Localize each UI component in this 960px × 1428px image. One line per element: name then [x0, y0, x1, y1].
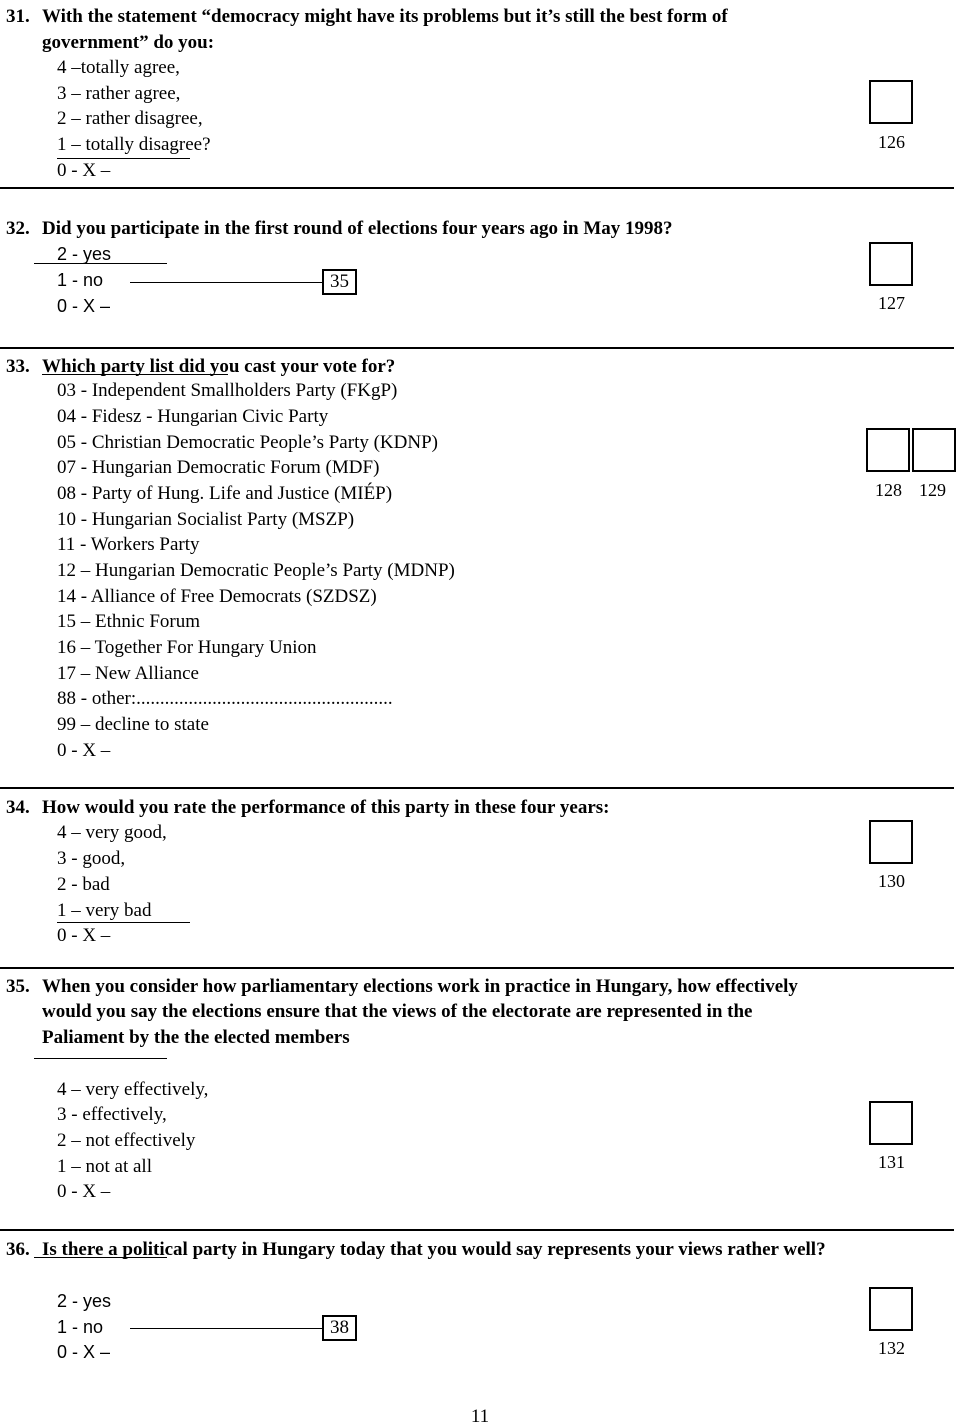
option-2: 2 - yes [57, 1291, 112, 1311]
option-0: 0 - X – [57, 740, 111, 761]
question-number: 33. [6, 356, 30, 377]
answer-box[interactable] [869, 242, 913, 286]
option-12: 12 – Hungarian Democratic People’s Party (MDNP) [57, 560, 455, 581]
title-underline [34, 1058, 167, 1059]
column-code-2: 129 [919, 480, 946, 500]
column-code: 127 [878, 293, 905, 313]
option-4: 4 –totally agree, [57, 57, 180, 78]
question-text-line-1: When you consider how parliamentary elections work in practice in Hungary, how effectively [42, 976, 798, 997]
question-text-line-2: would you say the elections ensure that the views of the electorate are represented in the [42, 1001, 753, 1022]
option-1: 1 - no [57, 270, 104, 290]
column-code: 131 [878, 1152, 905, 1172]
option-1: 1 – totally disagree? [57, 134, 211, 155]
option-3: 3 - effectively, [57, 1104, 167, 1125]
option-1: 1 – not at all [57, 1156, 152, 1177]
section-divider [0, 347, 954, 349]
option-08: 08 - Party of Hung. Life and Justice (MIÉP) [57, 483, 393, 504]
option-07: 07 - Hungarian Democratic Forum (MDF) [57, 457, 380, 478]
section-divider [0, 1229, 954, 1231]
section-divider [0, 967, 954, 969]
answer-box-1[interactable] [866, 428, 910, 472]
question-text-line-2: government” do you: [42, 32, 215, 53]
question-text-line-1: With the statement “democracy might have its problems but it’s still the best form of [42, 6, 728, 27]
option-04: 04 - Fidesz - Hungarian Civic Party [57, 406, 329, 427]
question-text: Did you participate in the first round of elections four years ago in May 1998? [42, 218, 673, 239]
option-10: 10 - Hungarian Socialist Party (MSZP) [57, 509, 355, 530]
answer-box[interactable] [869, 80, 913, 124]
option-1: 1 - no [57, 1317, 104, 1337]
question-number: 35. [6, 976, 30, 997]
answer-box[interactable] [869, 1287, 913, 1331]
question-text: Is there a political party in Hungary today that you would say represents your views rather well? [42, 1239, 826, 1260]
section-divider [0, 187, 954, 189]
skip-arrow-line [130, 282, 322, 283]
column-code: 130 [878, 871, 905, 891]
option-0: 0 - X – [57, 925, 111, 946]
option-05: 05 - Christian Democratic People’s Party (KDNP) [57, 432, 438, 453]
option-0: 0 - X – [57, 1342, 111, 1362]
option-2: 2 – rather disagree, [57, 108, 203, 129]
option-15: 15 – Ethnic Forum [57, 611, 201, 632]
option-3: 3 – rather agree, [57, 83, 181, 104]
option-0: 0 - X – [57, 1181, 111, 1202]
option-99: 99 – decline to state [57, 714, 209, 735]
column-code: 132 [878, 1338, 905, 1358]
title-underline [34, 1257, 167, 1258]
skip-arrow-line [130, 1328, 322, 1329]
option-14: 14 - Alliance of Free Democrats (SZDSZ) [57, 586, 377, 607]
column-code-1: 128 [875, 480, 902, 500]
option-4: 4 – very effectively, [57, 1079, 209, 1100]
option-0: 0 - X – [57, 160, 111, 181]
option-11: 11 - Workers Party [57, 534, 200, 555]
option-17: 17 – New Alliance [57, 663, 199, 684]
option-4: 4 – very good, [57, 822, 167, 843]
question-text: How would you rate the performance of this party in these four years: [42, 797, 610, 818]
option-underline [34, 263, 167, 264]
answer-box[interactable] [869, 820, 913, 864]
option-2: 2 – not effectively [57, 1130, 196, 1151]
section-divider [0, 787, 954, 789]
question-text-line-3: Paliament by the the elected members [42, 1027, 350, 1048]
question-number: 36. [6, 1239, 30, 1260]
option-2: 2 - yes [57, 244, 112, 264]
title-underline [42, 374, 228, 375]
option-88-other: 88 - other:...................................................... [57, 688, 393, 709]
column-code: 126 [878, 132, 905, 152]
answer-box[interactable] [869, 1101, 913, 1145]
question-number: 31. [6, 6, 30, 27]
option-03: 03 - Independent Smallholders Party (FKgP) [57, 380, 398, 401]
option-2: 2 - bad [57, 874, 110, 895]
question-number: 34. [6, 797, 30, 818]
option-1: 1 – very bad [57, 900, 152, 921]
skip-to-question-box: 38 [322, 1315, 357, 1341]
option-3: 3 - good, [57, 848, 126, 869]
option-0: 0 - X – [57, 296, 111, 316]
page-number: 11 [470, 1406, 490, 1427]
option-16: 16 – Together For Hungary Union [57, 637, 317, 658]
skip-to-question-box: 35 [322, 269, 357, 295]
question-number: 32. [6, 218, 30, 239]
question-text: Which party list did you cast your vote for? [42, 356, 396, 377]
answer-box-2[interactable] [912, 428, 956, 472]
